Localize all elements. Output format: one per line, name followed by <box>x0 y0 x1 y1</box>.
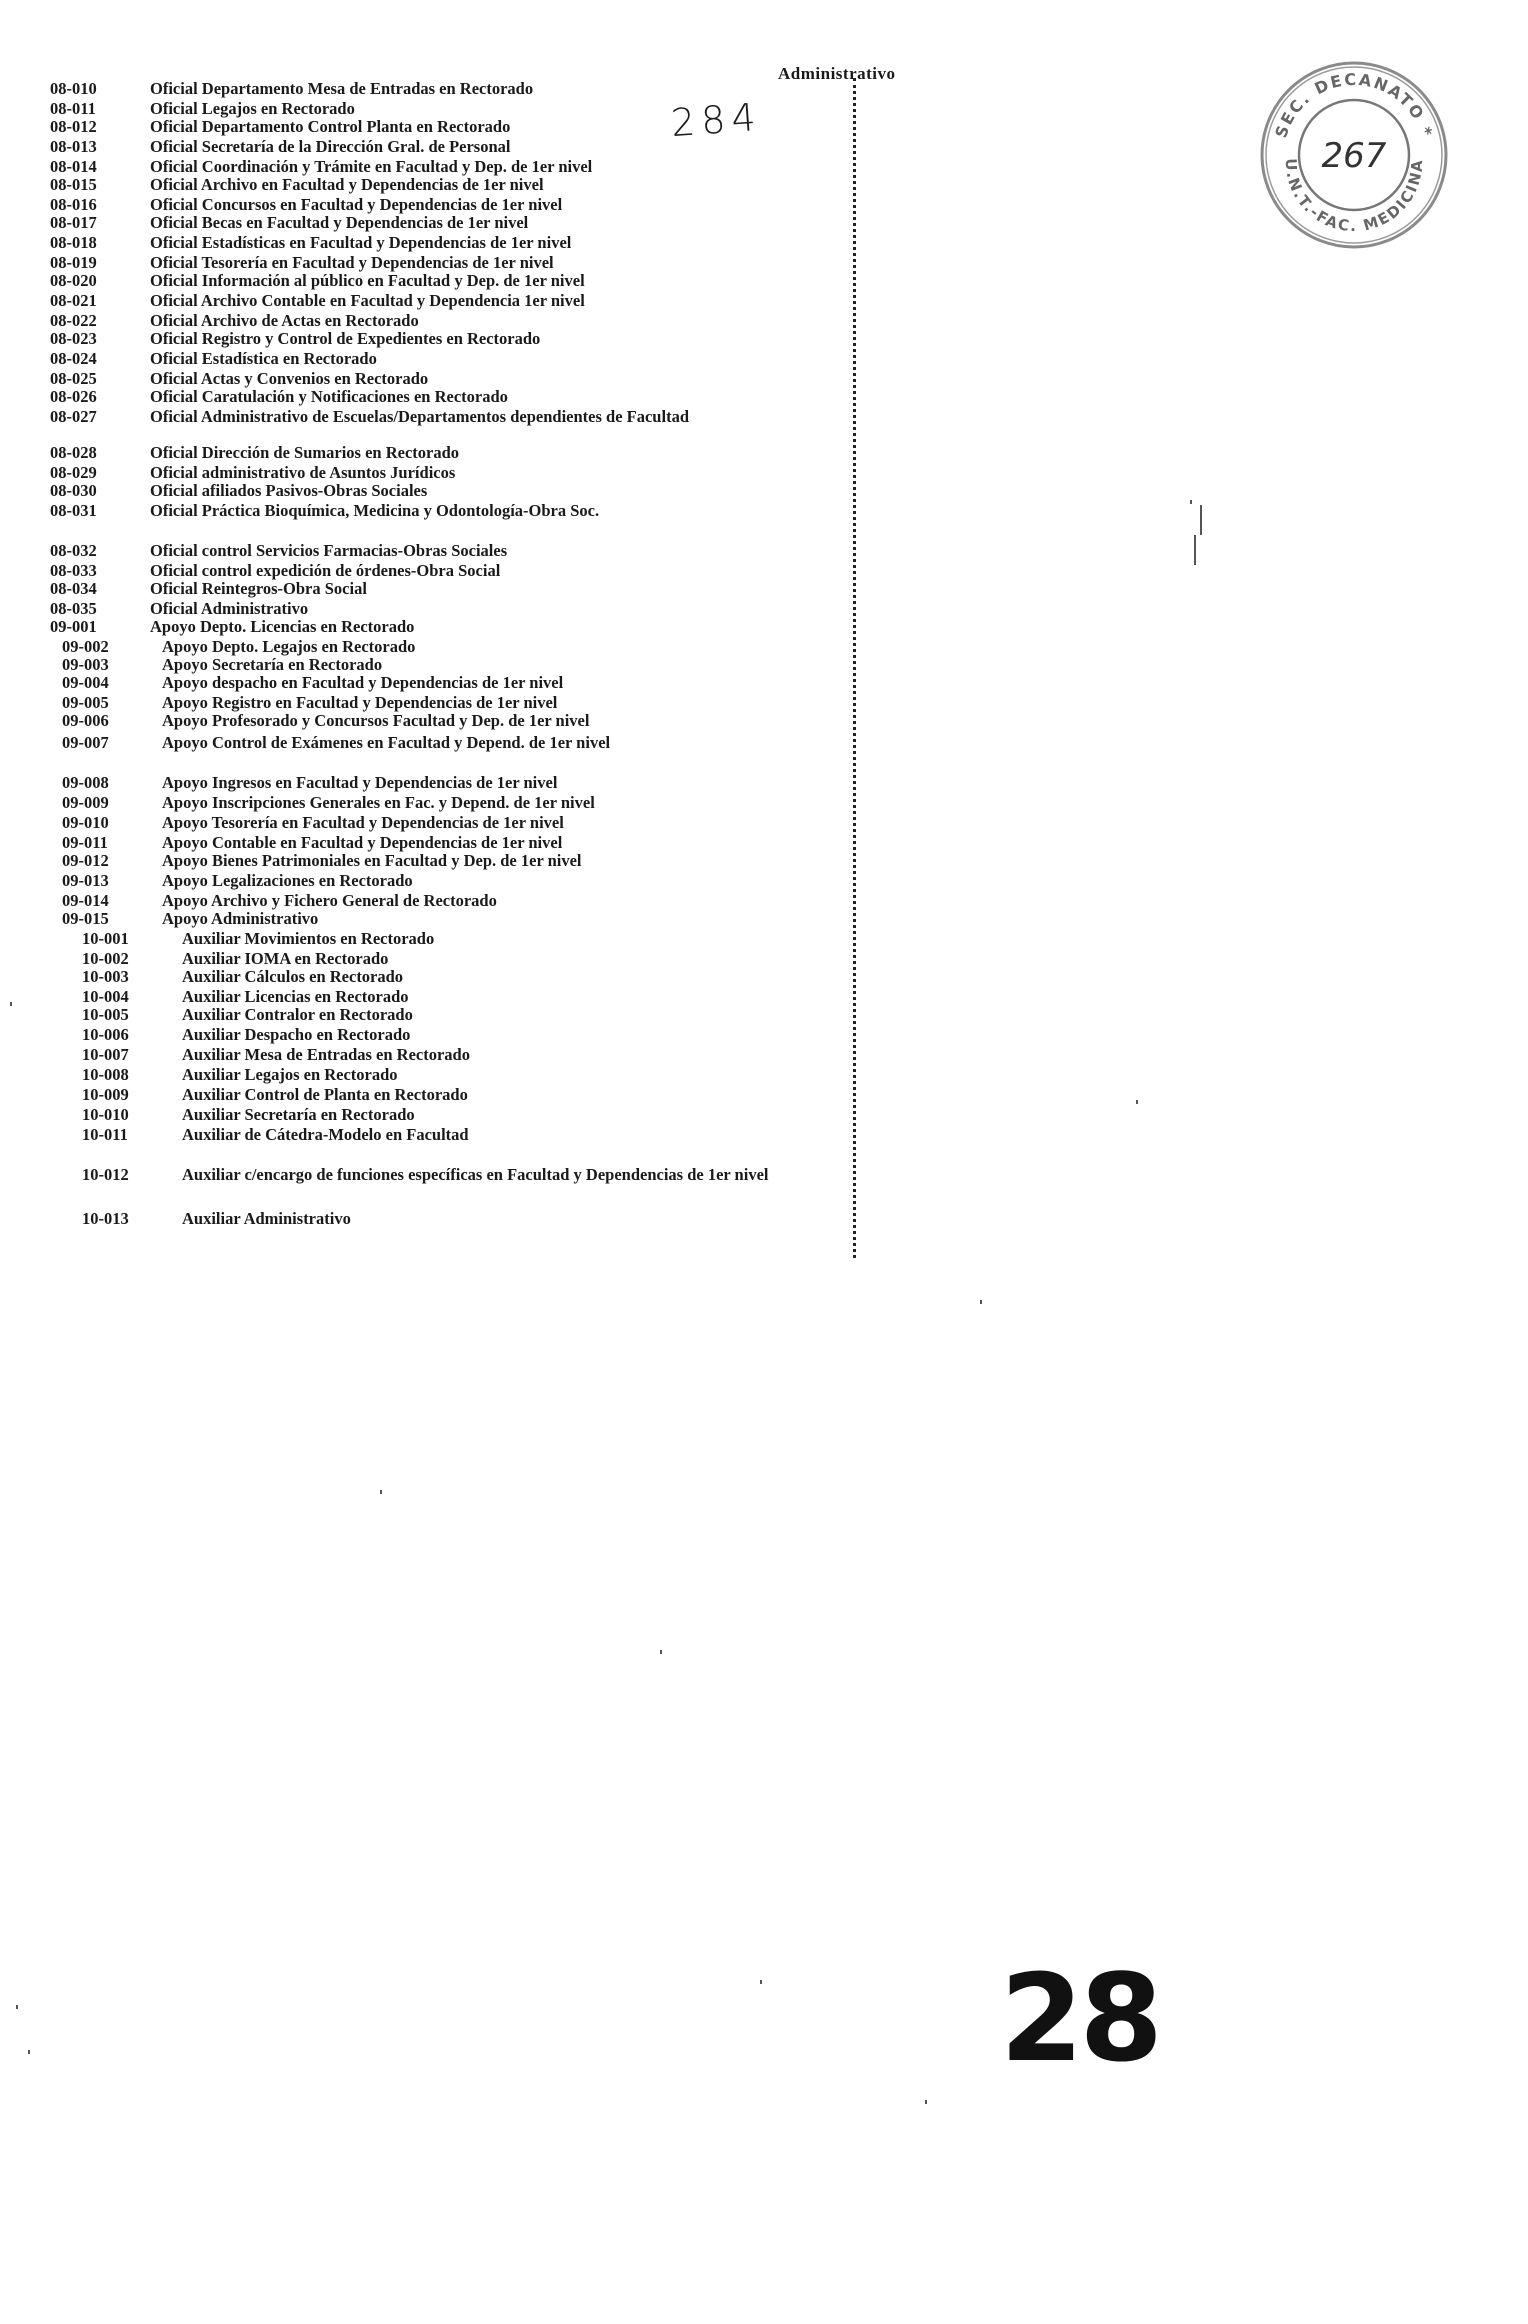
list-item <box>82 988 822 1006</box>
page-number: 28 <box>1000 1950 1159 2089</box>
position-description: Oficial Becas en Facultad y Dependencias de 1er nivel <box>150 213 529 232</box>
scan-speck <box>16 2005 18 2009</box>
position-code: 08-032 <box>50 541 97 560</box>
position-description: Apoyo Inscripciones Generales en Fac. y Depend. de 1er nivel <box>162 793 595 812</box>
position-description: Oficial afiliados Pasivos-Obras Sociales <box>150 481 428 500</box>
position-code: 10-003 <box>82 967 129 986</box>
position-code: 08-023 <box>50 329 97 348</box>
scan-speck <box>1200 505 1202 535</box>
position-code: 08-018 <box>50 233 97 252</box>
position-description: Oficial administrativo de Asuntos Jurídicos <box>150 463 456 482</box>
handwritten-note: 284 <box>669 94 763 146</box>
list-item <box>82 930 822 948</box>
position-description: Oficial Registro y Control de Expedientes en Rectorado <box>150 329 541 348</box>
list-item <box>82 1006 822 1024</box>
list-item <box>62 774 802 792</box>
position-code: 08-016 <box>50 195 97 214</box>
list-item <box>50 292 790 310</box>
position-code: 08-030 <box>50 481 97 500</box>
list-item <box>50 464 790 482</box>
svg-text:SEC. DECANATO *: SEC. DECANATO * <box>1271 69 1437 141</box>
scan-speck <box>1190 500 1192 504</box>
position-description: Oficial Información al público en Facultad y Dep. de 1er nivel <box>150 271 585 290</box>
position-code: 09-015 <box>62 909 109 928</box>
position-description: Oficial Estadística en Rectorado <box>150 349 377 368</box>
list-item <box>50 408 790 426</box>
position-description: Oficial Administrativo de Escuelas/Departamentos dependientes de Facultad <box>150 407 689 426</box>
position-description: Auxiliar Despacho en Rectorado <box>182 1025 411 1044</box>
position-description: Auxiliar IOMA en Rectorado <box>182 949 389 968</box>
position-code: 09-012 <box>62 851 109 870</box>
list-item <box>82 1046 822 1064</box>
category-label: Administrativo <box>778 64 896 83</box>
position-description: Apoyo Control de Exámenes en Facultad y Depend. de 1er nivel <box>162 733 611 752</box>
scan-speck <box>1136 1100 1138 1104</box>
list-item <box>82 1166 822 1184</box>
position-description: Auxiliar c/encargo de funciones específicas en Facultad y Dependencias de 1er nivel <box>182 1165 769 1184</box>
position-code: 10-013 <box>82 1209 129 1228</box>
list-item <box>50 196 790 214</box>
position-description: Apoyo Tesorería en Facultad y Dependencias de 1er nivel <box>162 813 564 832</box>
position-code: 09-008 <box>62 773 109 792</box>
position-code: 08-020 <box>50 271 97 290</box>
list-item <box>62 656 802 674</box>
position-description: Apoyo Contable en Facultad y Dependencias de 1er nivel <box>162 833 563 852</box>
position-description: Auxiliar Control de Planta en Rectorado <box>182 1085 468 1104</box>
position-description: Auxiliar de Cátedra-Modelo en Facultad <box>182 1125 469 1144</box>
list-item <box>62 712 802 730</box>
position-description: Oficial Archivo Contable en Facultad y Dependencia 1er nivel <box>150 291 585 310</box>
list-item <box>50 158 790 176</box>
position-code: 08-031 <box>50 501 97 520</box>
scan-speck <box>28 2050 30 2054</box>
position-code: 09-002 <box>62 637 109 656</box>
list-item <box>50 562 790 580</box>
position-code: 08-026 <box>50 387 97 406</box>
scan-speck <box>1194 535 1196 565</box>
list-item <box>50 214 790 232</box>
list-item <box>62 910 802 928</box>
list-item <box>62 814 802 832</box>
position-code: 10-001 <box>82 929 129 948</box>
position-code: 08-022 <box>50 311 97 330</box>
position-code: 10-002 <box>82 949 129 968</box>
position-code: 08-029 <box>50 463 97 482</box>
position-code: 08-024 <box>50 349 97 368</box>
position-code: 08-010 <box>50 79 97 98</box>
position-description: Oficial Departamento Mesa de Entradas en Rectorado <box>150 79 534 98</box>
list-item <box>50 444 790 462</box>
decanato-stamp-icon <box>1254 55 1454 255</box>
position-description: Apoyo Archivo y Fichero General de Rectorado <box>162 891 497 910</box>
position-description: Oficial Archivo de Actas en Rectorado <box>150 311 419 330</box>
list-item <box>62 794 802 812</box>
position-description: Oficial Departamento Control Planta en Rectorado <box>150 117 511 136</box>
position-description: Oficial Tesorería en Facultad y Dependencias de 1er nivel <box>150 253 554 272</box>
list-item <box>62 872 802 890</box>
list-item <box>62 674 802 692</box>
list-item <box>82 1086 822 1104</box>
position-description: Auxiliar Contralor en Rectorado <box>182 1005 413 1024</box>
position-code: 08-011 <box>50 99 96 118</box>
position-code: 08-034 <box>50 579 97 598</box>
position-description: Apoyo Depto. Legajos en Rectorado <box>162 637 416 656</box>
list-item <box>50 272 790 290</box>
list-item <box>62 892 802 910</box>
position-code: 09-004 <box>62 673 109 692</box>
position-description: Oficial Estadísticas en Facultad y Dependencias de 1er nivel <box>150 233 572 252</box>
position-description: Apoyo Depto. Licencias en Rectorado <box>150 617 415 636</box>
list-item <box>62 694 802 712</box>
svg-text:U.N.T.-FAC. MEDICINA: U.N.T.-FAC. MEDICINA <box>1281 157 1427 236</box>
list-item <box>62 852 802 870</box>
position-code: 08-019 <box>50 253 97 272</box>
position-code: 10-010 <box>82 1105 129 1124</box>
list-item <box>50 388 790 406</box>
position-code: 09-011 <box>62 833 108 852</box>
list-item <box>82 1026 822 1044</box>
scan-speck <box>380 1490 382 1494</box>
position-description: Apoyo Ingresos en Facultad y Dependencias de 1er nivel <box>162 773 558 792</box>
position-description: Oficial Secretaría de la Dirección Gral. de Personal <box>150 137 511 156</box>
position-code: 08-012 <box>50 117 97 136</box>
position-code: 09-003 <box>62 655 109 674</box>
list-item <box>50 312 790 330</box>
position-code: 09-013 <box>62 871 109 890</box>
position-code: 08-025 <box>50 369 97 388</box>
position-description: Auxiliar Cálculos en Rectorado <box>182 967 404 986</box>
position-code: 08-017 <box>50 213 97 232</box>
position-description: Auxiliar Legajos en Rectorado <box>182 1065 398 1084</box>
list-item <box>50 350 790 368</box>
position-description: Oficial Concursos en Facultad y Dependencias de 1er nivel <box>150 195 563 214</box>
scan-speck <box>660 1650 662 1654</box>
position-code: 10-008 <box>82 1065 129 1084</box>
position-code: 08-028 <box>50 443 97 462</box>
list-item <box>82 1066 822 1084</box>
position-code: 08-021 <box>50 291 97 310</box>
position-description: Oficial Dirección de Sumarios en Rectorado <box>150 443 460 462</box>
list-item <box>82 1106 822 1124</box>
position-code: 10-005 <box>82 1005 129 1024</box>
position-description: Apoyo Registro en Facultad y Dependencias de 1er nivel <box>162 693 558 712</box>
list-item <box>62 734 802 752</box>
position-code: 08-027 <box>50 407 97 426</box>
list-item <box>50 370 790 388</box>
position-description: Auxiliar Licencias en Rectorado <box>182 987 409 1006</box>
position-code: 09-005 <box>62 693 109 712</box>
position-code: 10-011 <box>82 1125 128 1144</box>
list-item <box>50 176 790 194</box>
position-description: Apoyo Bienes Patrimoniales en Facultad y Dep. de 1er nivel <box>162 851 582 870</box>
position-description: Auxiliar Administrativo <box>182 1209 351 1228</box>
list-item <box>50 618 790 636</box>
scan-speck <box>10 1002 12 1006</box>
list-item <box>50 330 790 348</box>
position-code: 09-010 <box>62 813 109 832</box>
list-item <box>50 502 790 520</box>
dotted-leader-line <box>853 78 858 1258</box>
position-description: Apoyo Legalizaciones en Rectorado <box>162 871 413 890</box>
position-code: 09-007 <box>62 733 109 752</box>
list-item <box>62 638 802 656</box>
position-code: 10-012 <box>82 1165 129 1184</box>
list-item <box>50 234 790 252</box>
position-description: Apoyo despacho en Facultad y Dependencias de 1er nivel <box>162 673 564 692</box>
position-code: 08-015 <box>50 175 97 194</box>
position-description: Oficial Archivo en Facultad y Dependencias de 1er nivel <box>150 175 544 194</box>
position-code: 09-006 <box>62 711 109 730</box>
position-description: Oficial Caratulación y Notificaciones en Rectorado <box>150 387 508 406</box>
position-code: 08-035 <box>50 599 97 618</box>
position-code: 10-006 <box>82 1025 129 1044</box>
stamp-number: 267 <box>1321 136 1387 176</box>
position-code: 10-007 <box>82 1045 129 1064</box>
position-description: Oficial control expedición de órdenes-Obra Social <box>150 561 501 580</box>
position-description: Oficial Administrativo <box>150 599 309 618</box>
position-code: 09-009 <box>62 793 109 812</box>
list-item <box>82 950 822 968</box>
list-item <box>82 1126 822 1144</box>
list-item <box>50 600 790 618</box>
list-item <box>50 580 790 598</box>
scan-speck <box>980 1300 982 1304</box>
list-item <box>50 482 790 500</box>
position-description: Apoyo Profesorado y Concursos Facultad y Dep. de 1er nivel <box>162 711 590 730</box>
position-code: 08-013 <box>50 137 97 156</box>
position-code: 10-004 <box>82 987 129 1006</box>
list-item <box>82 1210 822 1228</box>
position-code: 09-001 <box>50 617 97 636</box>
list-item <box>50 80 790 98</box>
position-description: Oficial Actas y Convenios en Rectorado <box>150 369 429 388</box>
position-description: Oficial Coordinación y Trámite en Facultad y Dep. de 1er nivel <box>150 157 593 176</box>
position-code: 10-009 <box>82 1085 129 1104</box>
position-code: 08-014 <box>50 157 97 176</box>
position-description: Auxiliar Secretaría en Rectorado <box>182 1105 415 1124</box>
position-description: Oficial Práctica Bioquímica, Medicina y Odontología-Obra Soc. <box>150 501 600 520</box>
position-description: Auxiliar Movimientos en Rectorado <box>182 929 435 948</box>
position-description: Apoyo Administrativo <box>162 909 319 928</box>
position-description: Oficial control Servicios Farmacias-Obras Sociales <box>150 541 508 560</box>
list-item <box>62 834 802 852</box>
position-description: Oficial Reintegros-Obra Social <box>150 579 367 598</box>
list-item <box>82 968 822 986</box>
position-description: Oficial Legajos en Rectorado <box>150 99 355 118</box>
position-description: Apoyo Secretaría en Rectorado <box>162 655 383 674</box>
position-description: Auxiliar Mesa de Entradas en Rectorado <box>182 1045 470 1064</box>
position-code: 08-033 <box>50 561 97 580</box>
scan-speck <box>925 2100 927 2104</box>
position-code: 09-014 <box>62 891 109 910</box>
list-item <box>50 542 790 560</box>
scan-speck <box>760 1980 762 1984</box>
list-item <box>50 254 790 272</box>
